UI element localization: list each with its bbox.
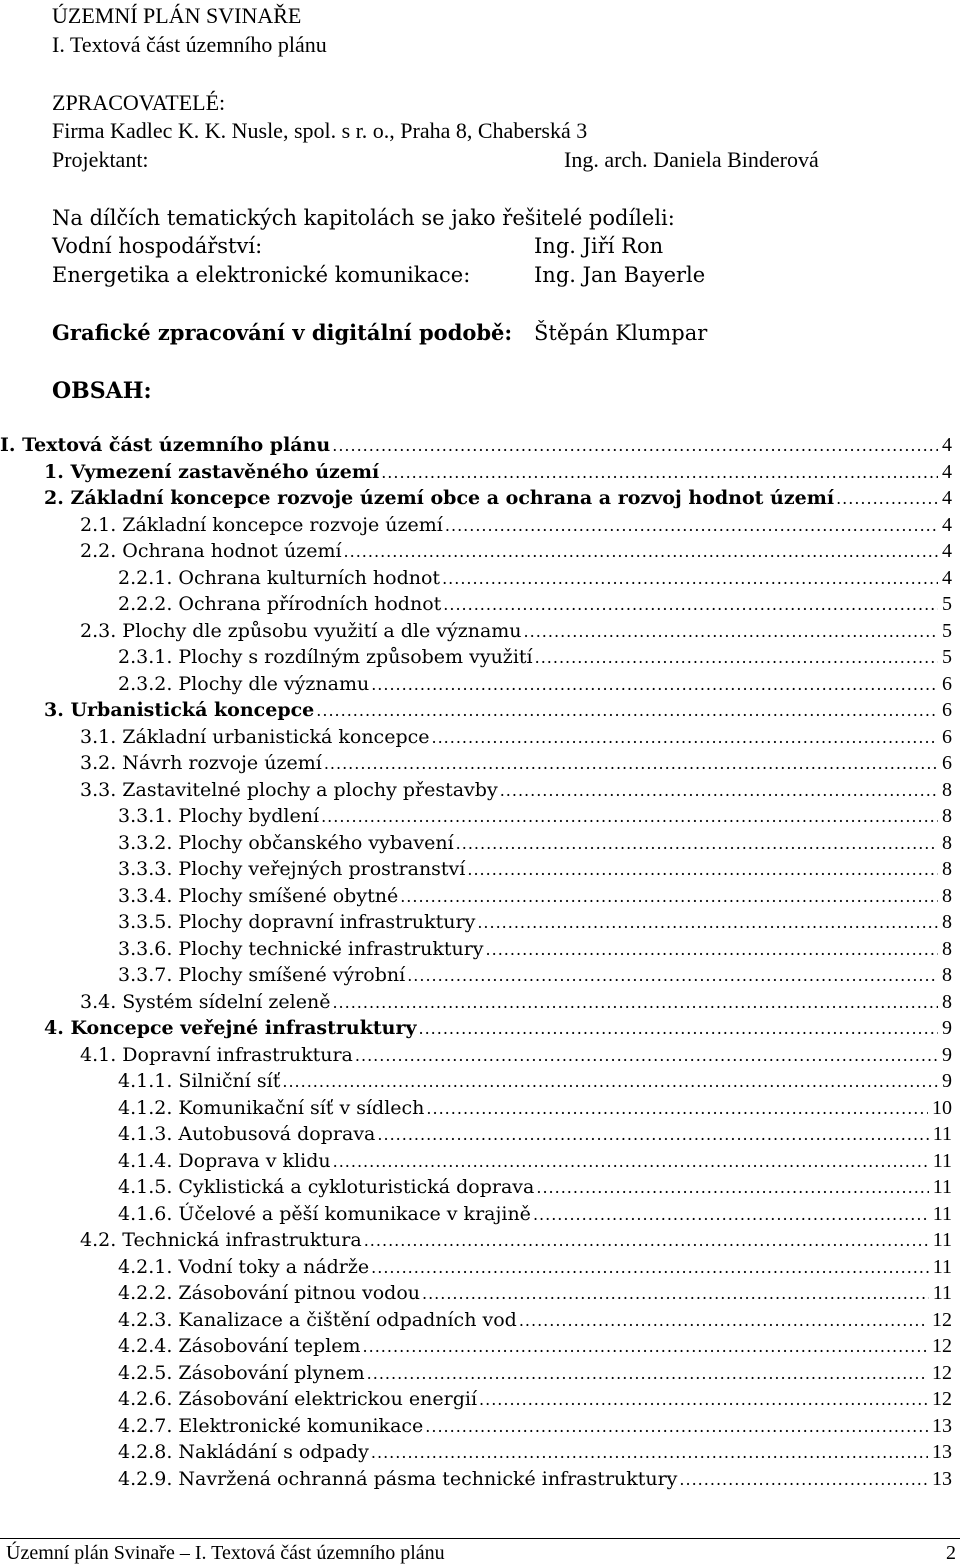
toc-entry[interactable] [0, 883, 960, 909]
toc-entry[interactable] [0, 1439, 960, 1465]
toc-entry-page: 8 [942, 805, 952, 827]
toc-entry-page: 6 [942, 725, 952, 748]
toc-entry[interactable] [0, 1307, 960, 1333]
toc-entry-page: 8 [942, 990, 952, 1013]
toc-entry[interactable] [0, 644, 960, 670]
toc-entry-label: 4.2.6. Zásobování elektrickou energií [118, 1388, 478, 1410]
toc-entry[interactable] [0, 830, 960, 856]
toc-entry-label: 2.2.2. Ochrana přírodních hodnot [118, 593, 442, 615]
toc-entry-page: 5 [942, 619, 952, 642]
toc-entry[interactable] [0, 936, 960, 962]
toc-entry-label: 2.3. Plochy dle způsobu využití a dle významu [80, 619, 522, 642]
toc-entry-label: 4. Koncepce veřejné infrastruktury [44, 1017, 417, 1039]
document-subtitle: I. Textová část územního plánu [52, 32, 327, 57]
toc-entry[interactable] [0, 962, 960, 988]
toc-entry[interactable] [0, 803, 960, 829]
toc-entry-label: 4.1.1. Silniční síť [118, 1070, 281, 1092]
toc-entry-page: 11 [932, 1255, 952, 1278]
toc-entry[interactable] [0, 1227, 960, 1253]
toc-leader-dots [355, 1043, 938, 1069]
toc-entry-page: 12 [932, 1335, 952, 1357]
toc-entry-label: 2. Základní koncepce rozvoje území obce a ochrana a rozvoj hodnot území [44, 487, 835, 509]
toc-entry[interactable] [0, 724, 960, 750]
toc-leader-dots [344, 539, 938, 565]
toc-entry[interactable] [0, 1042, 960, 1068]
toc-entry-page: 9 [942, 1043, 952, 1066]
toc-entry-label: 2.3.2. Plochy dle významu [118, 672, 370, 695]
toc-leader-dots [371, 672, 938, 698]
toc-entry-page: 5 [942, 593, 952, 615]
toc-entry-page: 6 [942, 699, 952, 721]
toc-entry-label: 3. Urbanistická koncepce [44, 699, 315, 721]
toc-entry-label: 4.1. Dopravní infrastruktura [80, 1043, 353, 1066]
toc-leader-dots [324, 751, 938, 777]
toc-entry-label: 1. Vymezení zastavěného území [44, 460, 380, 483]
toc-leader-dots [535, 645, 938, 671]
toc-leader-dots [367, 1361, 928, 1387]
toc-leader-dots [519, 1308, 928, 1334]
toc-entry[interactable] [0, 697, 960, 723]
toc-leader-dots [316, 698, 938, 724]
toc-leader-dots [371, 1255, 929, 1281]
toc-leader-dots [442, 566, 938, 592]
toc-entry-label: 3.3.7. Plochy smíšené výrobní [118, 964, 406, 986]
toc-entry-label: 4.2.4. Zásobování teplem [118, 1335, 361, 1357]
contributor-role: Vodní hospodářství: [52, 234, 263, 258]
toc-leader-dots [679, 1467, 928, 1493]
toc-leader-dots [419, 1016, 939, 1042]
toc-entry-page: 12 [932, 1361, 952, 1384]
toc-leader-dots [486, 937, 938, 963]
toc-leader-dots [456, 831, 938, 857]
toc-entry-page: 11 [932, 1149, 952, 1172]
toc-entry-label: 4.1.5. Cyklistická a cykloturistická doprava [118, 1176, 535, 1198]
toc-leader-dots [425, 1414, 928, 1440]
toc-entry-label: 2.1. Základní koncepce rozvoje území [80, 513, 443, 536]
toc-entry[interactable] [0, 618, 960, 644]
toc-entry[interactable] [0, 1360, 960, 1386]
toc-entry[interactable] [0, 565, 960, 591]
contributor-name: Štěpán Klumpar [534, 321, 708, 345]
toc-leader-dots [836, 486, 938, 512]
toc-leader-dots [426, 1096, 928, 1122]
footer-title: Územní plán Svinaře – I. Textová část územního plánu [6, 1542, 445, 1564]
toc-leader-dots [332, 433, 938, 459]
toc-entry-page: 11 [932, 1202, 952, 1225]
toc-entry-label: 2.2. Ochrana hodnot území [80, 540, 342, 562]
toc-entry[interactable] [0, 538, 960, 564]
toc-entry-page: 12 [932, 1388, 952, 1410]
toc-entry-label: 3.3.5. Plochy dopravní infrastruktury [118, 911, 476, 933]
toc-entry-page: 8 [942, 964, 952, 986]
toc-entry-page: 4 [942, 566, 952, 589]
toc-entry[interactable] [0, 1413, 960, 1439]
toc-entry-label: 4.2.3. Kanalizace a čištění odpadních vod [118, 1308, 517, 1331]
toc-entry-page: 4 [942, 434, 952, 456]
toc-leader-dots [422, 1281, 929, 1307]
toc-entry[interactable] [0, 1095, 960, 1121]
toc-entry[interactable] [0, 1174, 960, 1200]
toc-entry-page: 8 [942, 937, 952, 960]
toc-leader-dots [371, 1440, 928, 1466]
toc-entry-label: 3.3. Zastavitelné plochy a plochy přestavby [80, 778, 498, 801]
toc-entry-label: 3.1. Základní urbanistická koncepce [80, 725, 430, 748]
contributor-name: Ing. Jan Bayerle [534, 263, 706, 287]
toc-entry-page: 9 [942, 1070, 952, 1092]
toc-entry-page: 13 [932, 1467, 952, 1490]
toc-entry-label: 4.1.6. Účelové a pěší komunikace v krajině [118, 1202, 531, 1225]
toc-leader-dots [321, 804, 938, 830]
toc-entry-page: 4 [942, 513, 952, 536]
zpracovatele-label: ZPRACOVATELÉ: [52, 90, 226, 115]
footer-page-number: 2 [946, 1542, 956, 1564]
toc-entry-label: 2.2.1. Ochrana kulturních hodnot [118, 566, 441, 589]
contributor-role: Energetika a elektronické komunikace: [52, 263, 471, 287]
projektant-row [52, 147, 832, 173]
toc-entry-label: 3.3.4. Plochy smíšené obytné [118, 884, 399, 907]
toc-entry-page: 11 [932, 1123, 952, 1145]
toc-leader-dots [533, 1202, 929, 1228]
toc-entry-label: 4.1.4. Doprava v klidu [118, 1149, 331, 1172]
contributor-role: Grafické zpracování v digitální podobě: [52, 320, 513, 345]
toc-entry[interactable] [0, 1201, 960, 1227]
toc-entry[interactable] [0, 485, 960, 511]
toc-leader-dots [445, 513, 938, 539]
toc-entry-label: 3.3.2. Plochy občanského vybavení [118, 831, 454, 854]
toc-entry[interactable] [0, 459, 960, 485]
toc-entry-page: 11 [932, 1229, 952, 1251]
toc-entry[interactable] [0, 1254, 960, 1280]
toc-entry-label: 4.2. Technická infrastruktura [80, 1229, 362, 1251]
projektant-label: Projektant: [52, 147, 149, 172]
toc-leader-dots [432, 725, 939, 751]
contributors-heading: Na dílčích tematických kapitolách se jako řešitelé podíleli: [52, 206, 675, 230]
toc-entry-label: 3.2. Návrh rozvoje území [80, 752, 322, 774]
toc-entry[interactable] [0, 1280, 960, 1306]
toc-entry-page: 4 [942, 460, 952, 483]
projektant-name: Ing. arch. Daniela Binderová [564, 147, 819, 172]
toc-entry-page: 8 [942, 884, 952, 907]
toc-entry-label: I. Textová část územního plánu [0, 434, 331, 456]
toc-leader-dots [477, 910, 938, 936]
toc-entry[interactable] [0, 1121, 960, 1147]
toc-leader-dots [407, 963, 938, 989]
toc-leader-dots [332, 990, 938, 1016]
toc-entry-label: 3.4. Systém sídelní zeleně [80, 990, 331, 1013]
toc-entry-label: 2.3.1. Plochy s rozdílným způsobem využití [118, 646, 533, 668]
toc-leader-dots [400, 884, 938, 910]
toc-leader-dots [381, 460, 938, 486]
toc-entry-page: 4 [942, 487, 952, 509]
obsah-heading: OBSAH: [52, 378, 152, 404]
toc-leader-dots [377, 1122, 928, 1148]
toc-entry-page: 8 [942, 778, 952, 801]
toc-entry[interactable] [0, 432, 960, 458]
toc-entry-label: 4.2.7. Elektronické komunikace [118, 1414, 424, 1437]
toc-entry-page: 11 [932, 1282, 952, 1304]
toc-leader-dots [479, 1387, 928, 1413]
firma-line: Firma Kadlec K. K. Nusle, spol. s r. o., Praha 8, Chaberská 3 [52, 118, 588, 143]
toc-entry-label: 3.3.6. Plochy technické infrastruktury [118, 937, 484, 960]
toc-entry-page: 11 [932, 1176, 952, 1198]
toc-entry-label: 4.1.3. Autobusová doprava [118, 1123, 376, 1145]
toc-leader-dots [524, 619, 938, 645]
toc-entry-page: 9 [942, 1017, 952, 1039]
toc-entry[interactable] [0, 512, 960, 538]
toc-leader-dots [500, 778, 938, 804]
toc-entry[interactable] [0, 856, 960, 882]
toc-entry[interactable] [0, 777, 960, 803]
toc-entry-page: 5 [942, 646, 952, 668]
toc-entry[interactable] [0, 1148, 960, 1174]
toc-entry-page: 12 [932, 1308, 952, 1331]
toc-entry-label: 3.3.1. Plochy bydlení [118, 805, 320, 827]
toc-entry[interactable] [0, 989, 960, 1015]
toc-entry-page: 4 [942, 540, 952, 562]
toc-leader-dots [467, 857, 938, 883]
toc-leader-dots [333, 1149, 929, 1175]
toc-entry-label: 4.2.1. Vodní toky a nádrže [118, 1255, 370, 1278]
toc-entry-label: 3.3.3. Plochy veřejných prostranství [118, 858, 466, 880]
toc-leader-dots [364, 1228, 929, 1254]
toc-entry-label: 4.2.9. Navržená ochranná pásma technické infrastruktury [118, 1467, 678, 1490]
contributor-name: Ing. Jiří Ron [534, 234, 664, 258]
toc-entry-page: 8 [942, 831, 952, 854]
toc-entry[interactable] [0, 1333, 960, 1359]
document-title: ÚZEMNÍ PLÁN SVINAŘE [52, 3, 302, 28]
toc-entry-page: 10 [932, 1096, 952, 1119]
toc-leader-dots [443, 592, 938, 618]
toc-entry[interactable] [0, 750, 960, 776]
toc-entry[interactable] [0, 1466, 960, 1492]
toc-entry[interactable] [0, 1015, 960, 1041]
toc-entry[interactable] [0, 1068, 960, 1094]
toc-entry[interactable] [0, 909, 960, 935]
toc-entry-label: 4.2.2. Zásobování pitnou vodou [118, 1282, 420, 1304]
toc-entry[interactable] [0, 671, 960, 697]
toc-entry-page: 8 [942, 858, 952, 880]
toc-leader-dots [363, 1334, 928, 1360]
toc-leader-dots [536, 1175, 928, 1201]
toc-entry[interactable] [0, 591, 960, 617]
toc-entry-page: 6 [942, 752, 952, 774]
toc-leader-dots [282, 1069, 938, 1095]
footer-rule [0, 1538, 960, 1539]
toc-entry-label: 4.2.8. Nakládání s odpady [118, 1441, 369, 1463]
toc-entry-label: 4.2.5. Zásobování plynem [118, 1361, 365, 1384]
toc-entry-page: 13 [932, 1414, 952, 1437]
toc-entry-page: 6 [942, 672, 952, 695]
toc-entry[interactable] [0, 1386, 960, 1412]
toc-entry-page: 8 [942, 911, 952, 933]
toc-entry-label: 4.1.2. Komunikační síť v sídlech [118, 1096, 425, 1119]
toc-entry-page: 13 [932, 1441, 952, 1463]
